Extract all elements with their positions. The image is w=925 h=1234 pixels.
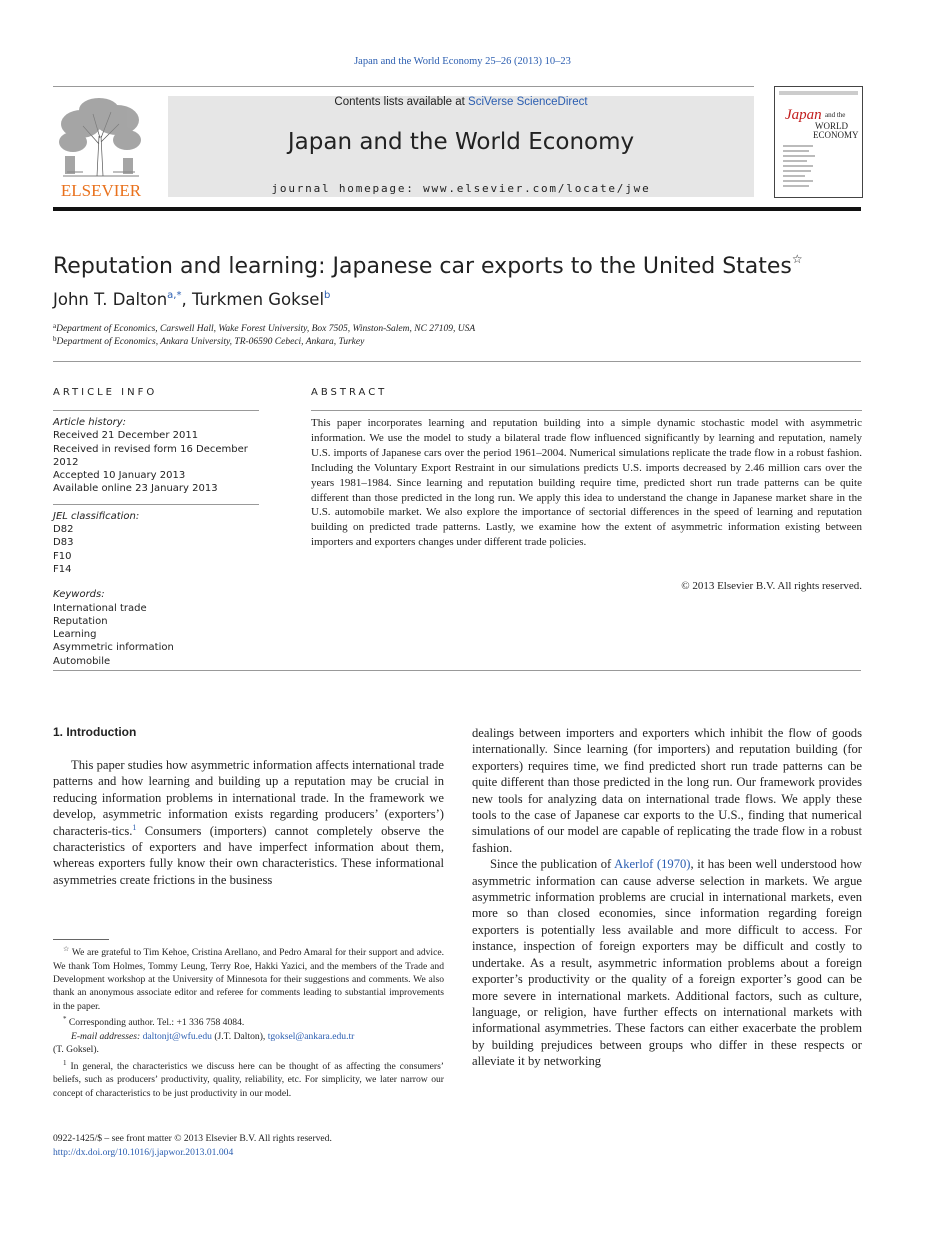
sciencedirect-link[interactable]: SciVerse ScienceDirect — [468, 96, 588, 108]
history-item: Received 21 December 2011 — [53, 430, 199, 442]
copyright: © 2013 Elsevier B.V. All rights reserved. — [681, 580, 862, 592]
history-item: Available online 23 January 2013 — [53, 483, 218, 495]
jel-code: F14 — [53, 563, 72, 575]
body-column-left — [53, 757, 444, 888]
tree-icon — [53, 96, 149, 200]
svg-text:and the: and the — [825, 111, 846, 119]
footnote-emails: E-mail addresses: daltonjt@wfu.edu (J.T. Dalton), tgoksel@ankara.edu.tr — [71, 1030, 355, 1042]
affiliation-a: $^a$Department of Economics, Carswell Hall, Wake Forest University, Box 7505, Winston-Salem, NC 27109, USA — [53, 322, 476, 334]
svg-text:WORLD: WORLD — [815, 121, 848, 131]
journal-homepage[interactable]: journal homepage: www.elsevier.com/locate/jwe — [271, 182, 651, 195]
paragraph: Since the publication of Akerlof (1970), it has been well understood how asymmetric information can cause adverse selection in markets. We argue asymmetric information problems are crucial in international markets, even more so than closed economies, since information regarding foreign exporters is potentially less available and more difficult to access. For instance, inspection of foreign exporters may be difficult and costly to undertake. As a result, asymmetric information problems about a foreign exporter’s productivity or the quality of a foreign exporter’s good can be more severe in international markets. Additional factors, such as culture, language, or religion, have further effects on international markets with informational asymmetries. These factors can either exacerbate the problem by building prejudices between groups who differ in these respects or alleviate it by networking — [472, 857, 863, 1069]
email-link-goksel[interactable]: tgoksel@ankara.edu.tr — [267, 1030, 355, 1042]
divider — [53, 670, 861, 671]
svg-text:ECONOMY: ECONOMY — [813, 130, 859, 140]
contents-line: Contents lists available at SciVerse ScienceDirect — [334, 96, 588, 108]
author-list: John T. Dalton$^{a,*}$, Turkmen Goksel$^b$ — [53, 290, 331, 309]
journal-masthead — [168, 96, 754, 197]
keyword: Reputation — [53, 615, 108, 627]
footnote-1: $^1$ In general, the characteristics we discuss here can be thought of as affecting the consumers’ beliefs, such as producers’ productivity, quality, reliability, etc. For simplicity, we later narrow our concept of characteristics to be just productivity in our model. — [53, 1058, 444, 1099]
paragraph: dealings between importers and exporters which inhibit the flow of goods internationally. Since learning (for importers) and reputation building (for exporters) requires time, we find predicted short run trade patterns can be quite different than those predicted in the long run. Our framework provides new tools for analyzing data on international trade flows. We apply these tools to the case of Japanese car exports to the U.S., finding that numerical simulations of our model are capable of replicating the trade flow in a robust fashion. — [472, 726, 862, 855]
divider — [53, 410, 259, 411]
email-link-dalton[interactable]: daltonjt@wfu.edu — [142, 1030, 212, 1042]
imprint — [53, 1132, 332, 1159]
issn-line: 0922-1425/$ – see front matter © 2013 Elsevier B.V. All rights reserved. — [53, 1133, 332, 1144]
cover-image — [775, 87, 862, 197]
footnote-rule — [53, 939, 109, 940]
history-item: Received in revised form 16 December 2012 — [53, 443, 248, 468]
author-dalton-affil[interactable]: a,* — [167, 290, 182, 301]
jel-code: D83 — [53, 537, 74, 549]
history-label: Article history: — [53, 417, 127, 428]
journal-cover — [774, 86, 863, 198]
footnote-emails-cont: (T. Goksel). — [53, 1044, 99, 1056]
article-info — [53, 416, 259, 668]
author-goksel-affil[interactable]: b — [324, 290, 331, 301]
jel-label: JEL classification: — [53, 510, 140, 522]
keyword: International trade — [53, 602, 147, 614]
jel-code: D82 — [53, 524, 74, 536]
elsevier-logo — [53, 96, 149, 200]
footnote-ref[interactable]: 1 — [132, 822, 137, 832]
svg-text:Japan: Japan — [785, 107, 822, 123]
paper-title: Reputation and learning: Japanese car exports to the United States☆ — [53, 252, 803, 279]
title-footnote-mark[interactable]: ☆ — [791, 252, 803, 266]
section-heading: 1. Introduction — [53, 725, 137, 739]
header-rule — [53, 86, 754, 87]
affiliation-b: $^b$Department of Economics, Ankara University, TR-06590 Cebeci, Ankara, Turkey — [53, 335, 365, 347]
footnote-corresponding: * Corresponding author. Tel.: +1 336 758 4084. — [63, 1015, 245, 1029]
divider — [311, 410, 862, 411]
history-item: Accepted 10 January 2013 — [53, 470, 186, 482]
keyword: Learning — [53, 629, 97, 641]
footnotes — [53, 943, 444, 1100]
keyword: Asymmetric information — [53, 642, 174, 654]
abstract-text: This paper incorporates learning and reputation building into a simple dynamic stochastic model with asymmetric information. We use the model to study a bilateral trade flow influenced significantly by learning and reputation, namely U.S. imports of Japanese cars over the period 1961–2004. Numerical simulations replicate the trade flow in a robust fashion. Including the Voluntary Export Restraint in our simulations predicts U.S. imports decreased by 2.46 million cars over the years 1981–1984. Since learning and reputation building require time, predicted short run trade patterns can be quite different than those predicted in the long run. We apply this idea to understand the change in Japanese market share in the U.S. automobile market. We also explore the importance of sectorial differences in the speed of learning and reputation building on predicted trade patterns. Lastly, we examine how the extent of asymmetric information existing between importers and exporters changes under different trade policies. — [311, 417, 862, 549]
divider — [53, 504, 259, 505]
header-thick-rule — [53, 207, 861, 211]
author-dalton: John T. Dalton — [53, 290, 168, 309]
doi-link[interactable]: http://dx.doi.org/10.1016/j.japwor.2013.01.004 — [53, 1146, 234, 1158]
svg-text:ELSEVIER: ELSEVIER — [60, 181, 142, 200]
keyword: Automobile — [53, 655, 111, 667]
divider — [53, 361, 861, 362]
keywords-label: Keywords: — [53, 589, 105, 601]
jel-code: F10 — [53, 550, 72, 562]
body-column-right — [472, 725, 862, 1070]
author-goksel: Turkmen Goksel — [191, 290, 325, 309]
abstract-heading: ABSTRACT — [311, 387, 388, 398]
paragraph: This paper studies how asymmetric information affects international trade patterns and how learning and building up a reputation may be crucial in reducing information problems in international trade. In the framework we develop, asymmetric information exists regarding producers’ (exporters’) characteris-tics.$^1$ Consumers (importers) cannot completely observe the characteristics of exporters and have imperfect information about them, whereas exporters fully know their own characteristics. These informational asymmetries create frictions in the business — [53, 758, 444, 887]
journal-title: Japan and the World Economy — [287, 129, 635, 155]
footnote-star: ☆ We are grateful to Tim Kehoe, Cristina Arellano, and Pedro Amaral for their support and advice. We thank Tom Holmes, Tommy Leung, Terry Roe, Hakki Yazici, and the members of the Trade and Development workshop at the University of Minnesota for their suggestions and comments. We also thank an anonymous associate editor and referee for comments leading to substantial improvements in the paper. — [53, 945, 444, 1012]
citation-akerlof[interactable]: Akerlof (1970) — [614, 857, 691, 872]
journal-reference[interactable]: Japan and the World Economy 25–26 (2013) 10–23 — [354, 56, 571, 67]
article-info-heading: ARTICLE INFO — [53, 387, 158, 398]
